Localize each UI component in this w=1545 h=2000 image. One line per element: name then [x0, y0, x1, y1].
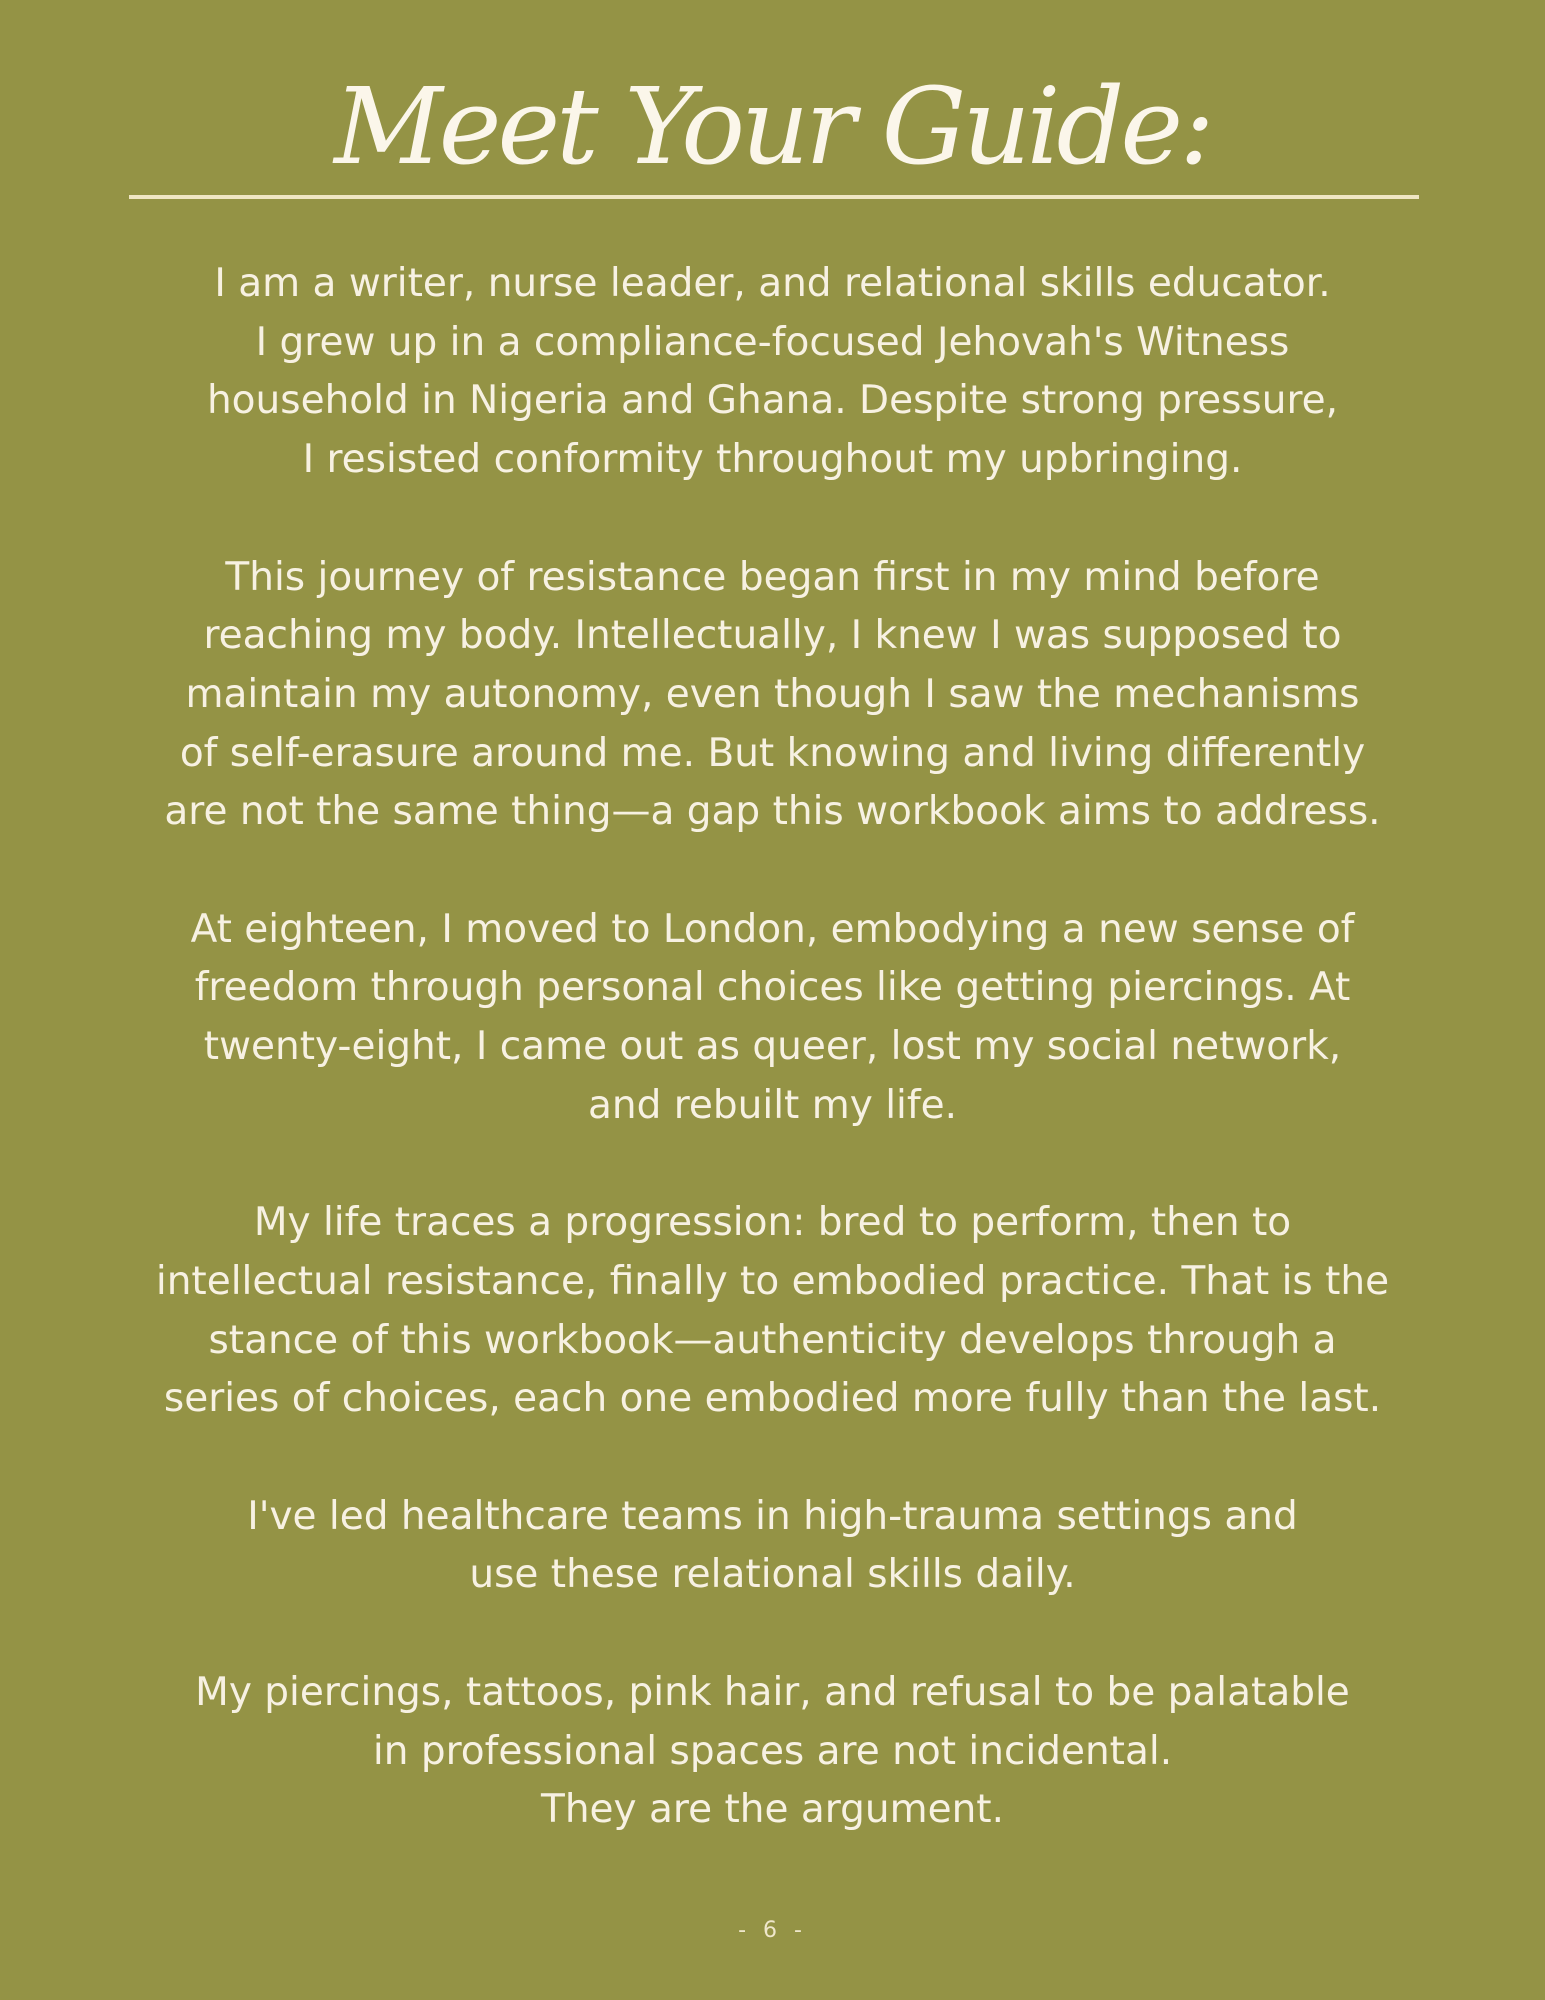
text-line: My piercings, tattoos, pink hair, and refusal to be palatable — [195, 1669, 1350, 1715]
paragraph-progression — [100, 1194, 1445, 1429]
paragraph-healthcare — [100, 1488, 1445, 1605]
text-line: My life traces a progression: bred to perform, then to — [253, 1200, 1292, 1246]
text-line: of self-erasure around me. But knowing and living differently — [179, 730, 1366, 776]
text-line: series of choices, each one embodied more fully than the last. — [163, 1376, 1382, 1422]
text-line: household in Nigeria and Ghana. Despite strong pressure, — [206, 378, 1339, 424]
text-line: maintain my autonomy, even though I saw the mechanisms — [185, 671, 1360, 717]
page-title: Meet Your Guide: — [334, 65, 1211, 188]
text-line: intellectual resistance, finally to embodied practice. That is the — [155, 1258, 1390, 1304]
paragraph-argument — [100, 1664, 1445, 1840]
text-line: I grew up in a compliance-focused Jehovah's Witness — [255, 319, 1290, 365]
text-line: At eighteen, I moved to London, embodying a new sense of — [190, 906, 1355, 952]
paragraph-upbringing — [100, 255, 1445, 490]
text-line: are not the same thing—a gap this workbook aims to address. — [164, 789, 1381, 835]
guide-bio — [100, 255, 1445, 1840]
text-line: This journey of resistance began first in my mind before — [225, 554, 1320, 600]
text-line: They are the argument. — [541, 1787, 1004, 1833]
text-line: I am a writer, nurse leader, and relational skills educator. — [214, 261, 1331, 306]
text-line: reaching my body. Intellectually, I knew I was supposed to — [203, 613, 1342, 659]
text-line: stance of this workbook—authenticity develops through a — [208, 1317, 1337, 1363]
text-line: twenty-eight, I came out as queer, lost my social network, — [203, 1024, 1342, 1070]
text-line: I've led healthcare teams in high-trauma settings and — [247, 1493, 1298, 1539]
text-line: and rebuilt my life. — [587, 1082, 958, 1128]
text-line: use these relational skills daily. — [469, 1552, 1076, 1598]
text-line: in professional spaces are not incidental. — [372, 1728, 1173, 1774]
title-divider — [129, 195, 1419, 199]
text-line: I resisted conformity throughout my upbringing. — [302, 437, 1243, 483]
paragraph-london — [100, 901, 1445, 1136]
paragraph-resistance — [100, 549, 1445, 843]
page-number: - 6 - — [738, 1918, 807, 1943]
text-line: freedom through personal choices like getting piercings. At — [194, 965, 1351, 1011]
